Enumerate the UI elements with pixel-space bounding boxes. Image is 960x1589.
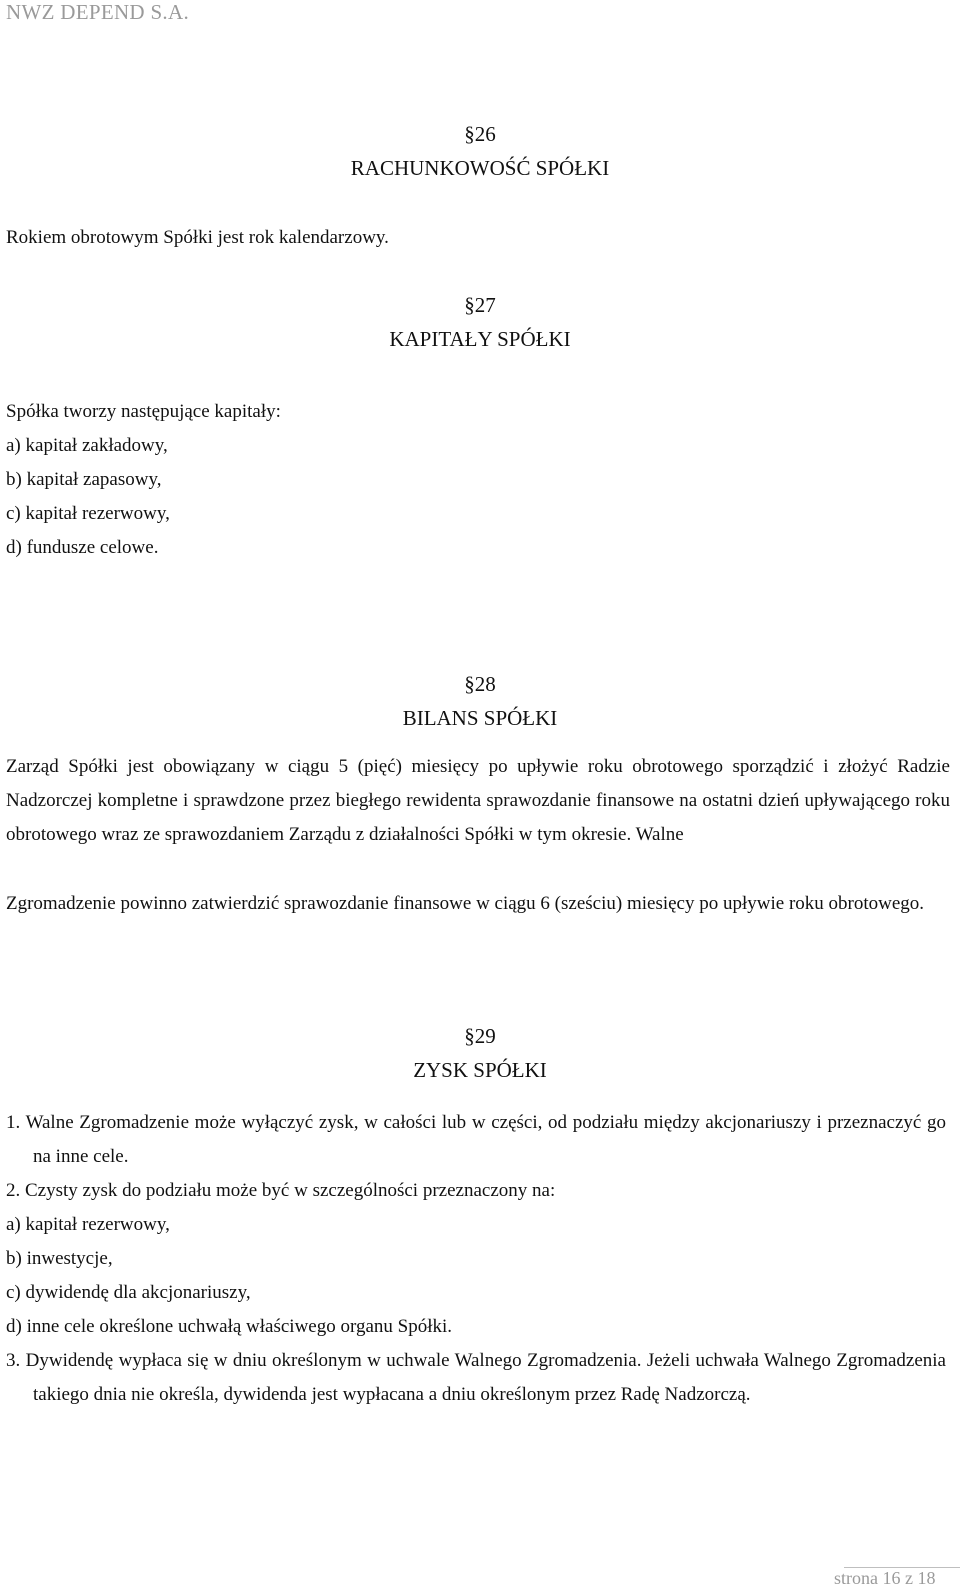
list-item: c) kapitał rezerwowy, xyxy=(6,503,170,524)
section-28-text-1: Zarząd Spółki jest obowiązany w ciągu 5 (pięć) miesięcy po upływie roku obrotowego sporządzić i złożyć Radzie Nadzorczej kompletne i sprawdzone przez biegłego rewidenta sprawozdanie finansowe na ostatni dzień upływającego roku obrotowego wraz ze sprawozdaniem Zarządu z działalności Spółki w tym okresie. Walne xyxy=(6,756,950,845)
list-item: c) dywidendę dla akcjonariuszy, xyxy=(6,1282,251,1303)
list-item: a) kapitał rezerwowy, xyxy=(6,1214,170,1235)
section-title: RACHUNKOWOŚĆ SPÓŁKI xyxy=(350,156,610,180)
section-26-text: Rokiem obrotowym Spółki jest rok kalendarzowy. xyxy=(6,227,389,248)
list-item: b) inwestycje, xyxy=(6,1248,113,1269)
section-29-heading xyxy=(0,1022,960,1084)
section-26-heading xyxy=(0,120,960,182)
profit-list xyxy=(6,1106,946,1412)
section-number: §27 xyxy=(464,293,496,317)
section-title: BILANS SPÓŁKI xyxy=(402,706,558,730)
section-number: §28 xyxy=(464,672,496,696)
list-item: b) kapitał zapasowy, xyxy=(6,469,162,490)
section-title: KAPITAŁY SPÓŁKI xyxy=(389,327,571,351)
list-item: d) inne cele określone uchwałą właściwego organu Spółki. xyxy=(6,1316,453,1337)
document-header: NWZ DEPEND S.A. xyxy=(6,0,189,24)
section-27-intro: Spółka tworzy następujące kapitały: xyxy=(6,401,281,422)
section-number: §26 xyxy=(464,122,496,146)
section-number: §29 xyxy=(464,1024,496,1048)
section-27-heading xyxy=(0,291,960,353)
section-28-text-2: Zgromadzenie powinno zatwierdzić sprawozdanie finansowe w ciągu 6 (sześciu) miesięcy po upływie roku obrotowego. xyxy=(6,893,925,914)
section-28-heading xyxy=(0,670,960,732)
capital-list xyxy=(6,429,946,565)
numbered-paragraph: 2. Czysty zysk do podziału może być w szczególności przeznaczony na: xyxy=(6,1180,556,1201)
numbered-paragraph: 1. Walne Zgromadzenie może wyłączyć zysk, w całości lub w części, od podziału między akcjonariuszy i przeznaczyć go na inne cele. xyxy=(6,1112,946,1167)
section-title: ZYSK SPÓŁKI xyxy=(413,1058,547,1082)
list-item: a) kapitał zakładowy, xyxy=(6,435,168,456)
page-number: strona 16 z 18 xyxy=(834,1568,936,1588)
numbered-paragraph: 3. Dywidendę wypłaca się w dniu określonym w uchwale Walnego Zgromadzenia. Jeżeli uchwała Walnego Zgromadzenia takiego dnia nie określa, dywidenda jest wypłacana a dniu określonym przez Radę Nadzorczą. xyxy=(6,1350,946,1405)
list-item: d) fundusze celowe. xyxy=(6,537,159,558)
